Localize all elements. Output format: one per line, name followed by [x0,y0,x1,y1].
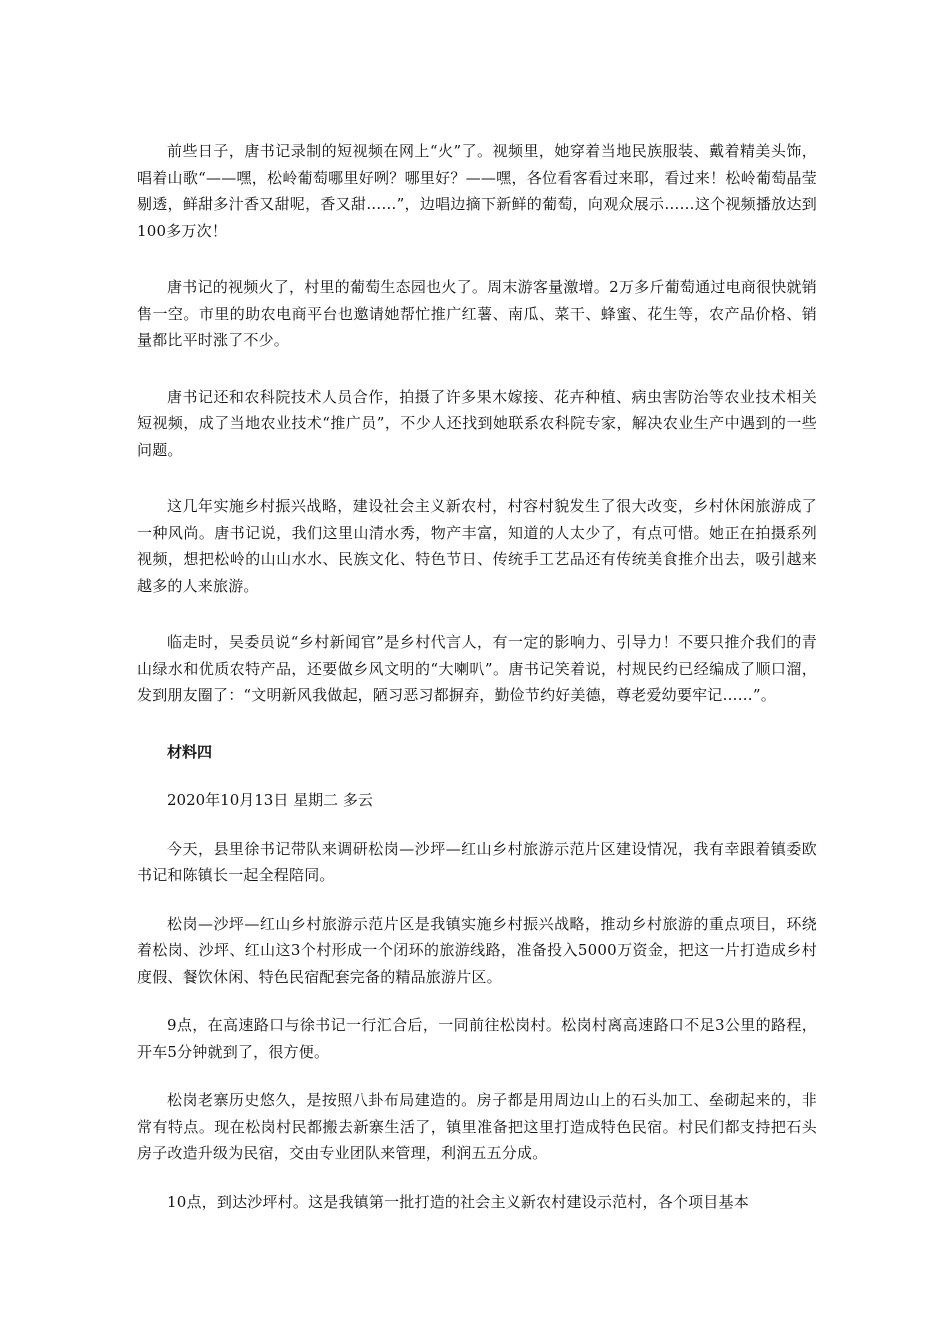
paragraph-rural-tourism: 这几年实施乡村振兴战略，建设社会主义新农村，村容村貌发生了很大改变，乡村休闲旅游成了一种风尚。唐书记说，我们这里山清水秀，物产丰富，知道的人太少了，有点可惜。她正在拍摄系列视频，想把松岭的山山水水、民族文化、特色节日、传统手工艺品还有传统美食推介出去，吸引越来越多的人来旅游。 [137,497,817,595]
paragraph-old-village: 松岗老寨历史悠久，是按照八卦布局建造的。房子都是用周边山上的石头加工、垒砌起来的，非常有特点。现在松岗村民都搬去新寨生活了，镇里准备把这里打造成特色民宿。村民们都支持把石头房子改造升级为民宿，交由专业团队来管理，利润五五分成。 [137,1091,817,1162]
paragraph-grape-sales: 唐书记的视频火了，村里的葡萄生态园也火了。周末游客量激增。2万多斤葡萄通过电商很快就销售一空。市里的助农电商平台也邀请她帮忙推广红薯、南瓜、菜干、蜂蜜、花生等，农产品价格、销量都比平时涨了不少。 [137,278,817,349]
paragraph-agri-tech: 唐书记还和农科院技术人员合作，拍摄了许多果木嫁接、花卉种植、病虫害防治等农业技术相关短视频，成了当地农业技术“推广员”，不少人还找到她联系农科院专家，解决农业生产中遇到的一些问题。 [137,387,817,459]
paragraph-village-rules: 临走时，吴委员说“乡村新闻官”是乡村代言人，有一定的影响力、引导力！不要只推介我们的青山绿水和优质农特产品，还要做乡风文明的“大喇叭”。唐书记笑着说，村规民约已经编成了顺口溜，发到朋友圈了：“文明新风我做起，陋习恶习都摒弃，勤俭节约好美德，尊老爱幼要牢记……”。 [137,633,817,704]
diary-dateline: 2020年10月13日 星期二 多云 [167,791,373,809]
paragraph-songgang-arrival: 9点，在高速路口与徐书记一行汇合后，一同前往松岗村。松岗村离高速路口不足3公里的路程，开车5分钟就到了，很方便。 [137,1016,817,1061]
paragraph-shaping-village: 10点，到达沙坪村。这是我镇第一批打造的社会主义新农村建设示范村，各个项目基本 [167,1192,749,1211]
paragraph-video-viral: 前些日子，唐书记录制的短视频在网上“火”了。视频里，她穿着当地民族服装、戴着精美头饰，唱着山歌“——嘿，松岭葡萄哪里好咧？哪里好？——嘿，各位看客看过来耶，看过来！松岭葡萄晶莹剔透，鲜甜多汁香又甜呢，香又甜……”，边唱边摘下新鲜的葡萄，向观众展示……这个视频播放达到100多万次！ [137,142,817,240]
document-page [137,138,817,1215]
paragraph-inspection: 今天，县里徐书记带队来调研松岗—沙坪—红山乡村旅游示范片区建设情况，我有幸跟着镇委欧书记和陈镇长一起全程陪同。 [137,839,817,884]
section-heading: 材料四 [167,742,213,761]
paragraph-demo-zone: 松岗—沙坪—红山乡村旅游示范片区是我镇实施乡村振兴战略，推动乡村旅游的重点项目，环绕着松岗、沙坪、红山这3个村形成一个闭环的旅游线路，准备投入5000万资金，把这一片打造成乡村度假、餐饮休闲、特色民宿配套完备的精品旅游片区。 [137,914,817,986]
